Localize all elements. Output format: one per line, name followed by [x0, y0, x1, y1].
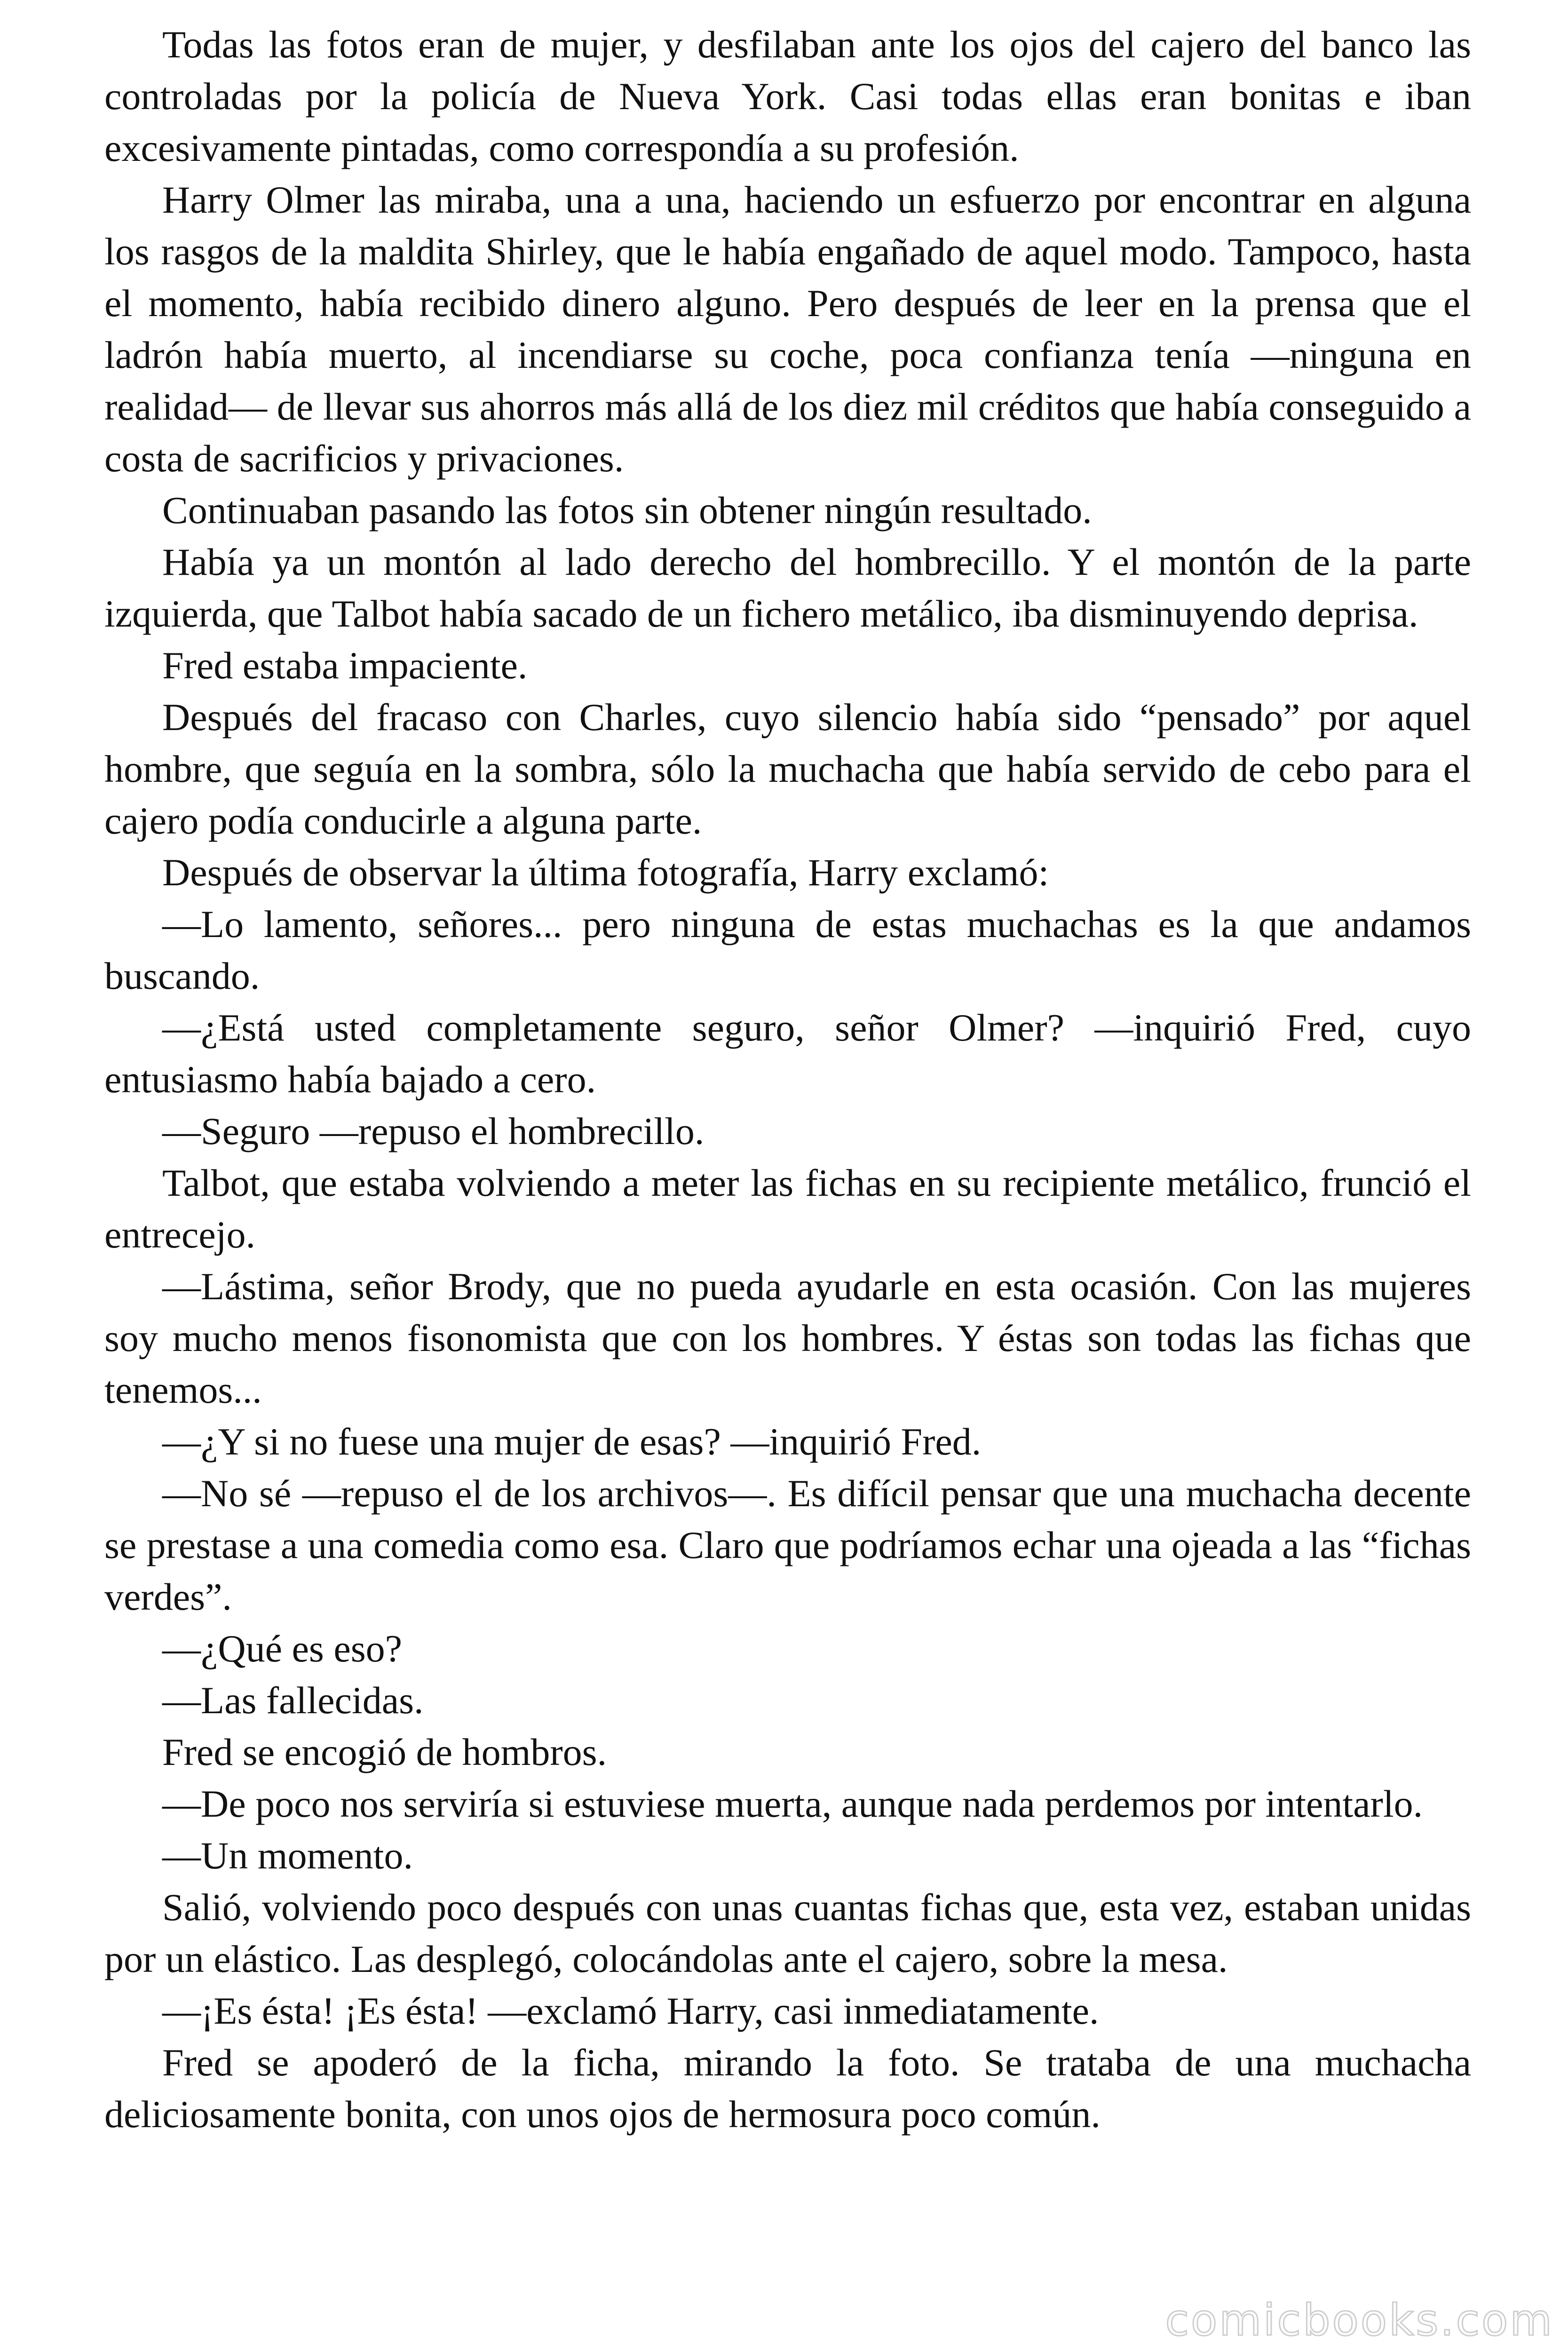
paragraph-6: Después del fracaso con Charles, cuyo silencio había sido “pensado” por aquel hombre, que seguía en la sombra, sólo la muchacha que había servido de cebo para el cajero podía conducirle a alguna parte. [104, 696, 1471, 842]
paragraph-2: Harry Olmer las miraba, una a una, haciendo un esfuerzo por encontrar en alguna los rasgos de la maldita Shirley, que le había engañado de aquel modo. Tampoco, hasta el momento, había recibido dinero alguno. Pero después de leer en la prensa que el ladrón había muerto, al incendiarse su coche, poca confianza tenía —ninguna en realidad— de llevar sus ahorros más allá de los diez mil créditos que había conseguido a costa de sacrificios y privaciones. [104, 178, 1471, 480]
book-page-text [104, 19, 1471, 2140]
paragraph-1: Todas las fotos eran de mujer, y desfilaban ante los ojos del cajero del banco las controladas por la policía de Nueva York. Casi todas ellas eran bonitas e iban excesivamente pintadas, como correspondía a su profesión. [104, 23, 1471, 169]
paragraph-16: —Las fallecidas. [162, 1679, 424, 1722]
paragraph-3: Continuaban pasando las fotos sin obtener ningún resultado. [162, 489, 1092, 532]
paragraph-10: —Seguro —repuso el hombrecillo. [162, 1110, 705, 1152]
paragraph-4: Había ya un montón al lado derecho del hombrecillo. Y el montón de la parte izquierda, que Talbot había sacado de un fichero metálico, iba disminuyendo deprisa. [104, 540, 1471, 635]
paragraph-8: —Lo lamento, señores... pero ninguna de estas muchachas es la que andamos buscando. [104, 903, 1471, 997]
paragraph-20: Salió, volviendo poco después con unas cuantas fichas que, esta vez, estaban unidas por un elástico. Las desplegó, colocándolas ante el cajero, sobre la mesa. [104, 1886, 1471, 1980]
paragraph-11: Talbot, que estaba volviendo a meter las fichas en su recipiente metálico, frunció el entrecejo. [104, 1161, 1471, 1256]
paragraph-22: Fred se apoderó de la ficha, mirando la foto. Se trataba de una muchacha deliciosamente bonita, con unos ojos de hermosura poco común. [104, 2041, 1471, 2136]
paragraph-7: Después de observar la última fotografía, Harry exclamó: [162, 851, 1049, 894]
paragraph-19: —Un momento. [162, 1834, 413, 1877]
paragraph-18: —De poco nos serviría si estuviese muerta, aunque nada perdemos por intentarlo. [162, 1782, 1423, 1825]
paragraph-5: Fred estaba impaciente. [162, 644, 528, 687]
watermark: comicbooks.com [1165, 2295, 1554, 2345]
paragraph-13: —¿Y si no fuese una mujer de esas? —inquirió Fred. [162, 1420, 982, 1463]
paragraph-21: —¡Es ésta! ¡Es ésta! —exclamó Harry, casi inmediatamente. [162, 1989, 1099, 2032]
paragraph-12: —Lástima, señor Brody, que no pueda ayudarle en esta ocasión. Con las mujeres soy mucho menos fisonomista que con los hombres. Y éstas son todas las fichas que tenemos... [104, 1265, 1471, 1411]
paragraph-14: —No sé —repuso el de los archivos—. Es difícil pensar que una muchacha decente se prestase a una comedia como esa. Claro que podríamos echar una ojeada a las “fichas verdes”. [104, 1472, 1471, 1618]
paragraph-9: —¿Está usted completamente seguro, señor Olmer? —inquirió Fred, cuyo entusiasmo había bajado a cero. [104, 1006, 1471, 1101]
paragraph-15: —¿Qué es eso? [162, 1627, 403, 1670]
paragraph-17: Fred se encogió de hombros. [162, 1731, 607, 1773]
